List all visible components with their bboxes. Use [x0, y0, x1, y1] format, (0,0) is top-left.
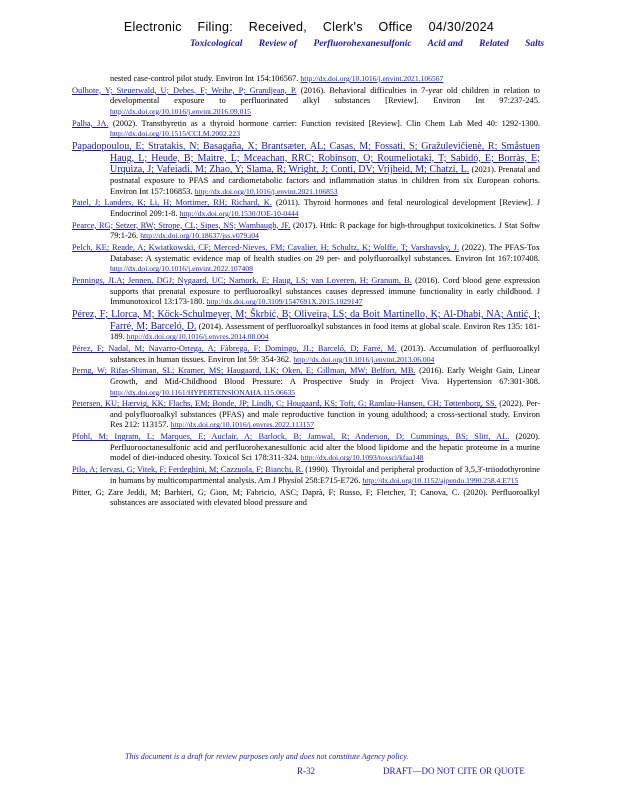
reference-entry: [72, 243, 540, 275]
reference-authors-link[interactable]: Patel, J; Landers, K; Li, H; Mortimer, RH; Richard, K.: [72, 198, 272, 208]
doi-link[interactable]: http://dx.doi.org/10.1016/j.envres.2022.113157: [170, 420, 315, 430]
reference-text: (2002). Transthyretin as a thyroid hormone carrier: Function revisited [Review]. Clin Chem Lab Med 40: 1292-1300.: [108, 118, 540, 128]
doi-link[interactable]: http://dx.doi.org/10.1530/JOE-10-0444: [179, 208, 299, 218]
title-word: Acid and: [427, 39, 463, 49]
reference-entry: [72, 141, 540, 197]
reference-entry: [72, 399, 540, 431]
reference-authors-link[interactable]: Perng, W; Rifas-Shiman, SL; Kramer, MS; Haugaard, LK; Oken, E; Gillman, MW; Belfort, MB.: [72, 366, 416, 376]
reference-authors: Pitter, G; Zare Jeddi, M; Barbieri, G; Gion, M; Fabricio, ASC; Daprà, F; Russo, F; Fletcher, T; Canova, C.: [72, 487, 460, 497]
reference-authors-link[interactable]: Pérez, F; Nadal, M; Navarro-Ortega, A; Fàbrega, F; Domingo, JL; Barceló, D; Farré, M.: [72, 343, 397, 353]
reference-list: [72, 74, 540, 510]
reference-authors-link[interactable]: Pérez, F; Llorca, M; Köck-Schulmeyer, M; Škrbić, B; Oliveira, LS; da Boit Martinello, K; Al-Dhabi, NA; Antić, I; Farré, M; Barceló, D.: [72, 308, 540, 332]
doi-link[interactable]: http://dx.doi.org/10.1016/j.envint.2016.09.015: [110, 106, 251, 116]
title-word: Toxicological: [190, 39, 243, 49]
reference-text: (1990). Thyroidal and peripheral production of 3,5,3'-triiodothyronine in humans by multicompartmental analysis. Am J Physiol 258:E715-E726.: [110, 465, 541, 485]
reference-text: (2021). Prenatal and postnatal exposure to PFAS and cardiometabolic factors and inflammation status in children from six European cohorts. Environ Int 157:106853.: [110, 165, 540, 196]
reference-entry: [72, 488, 540, 509]
title-word: Salts: [525, 39, 545, 49]
document-title-header: [190, 39, 610, 49]
header-word: Office: [378, 20, 413, 34]
filing-header: [0, 20, 618, 34]
title-word: Perfluorohexanesulfonic: [313, 39, 412, 49]
draft-disclaimer: This document is a draft for review purposes only and does not constitute Agency policy.: [125, 752, 409, 761]
reference-authors-link[interactable]: Papadopoulou, E; Stratakis, N; Basagaña, X; Brantsæter, AL; Casas, M; Fossati, S; Gražulevičienė, R; Småstuen Haug, L; Heude, B; Maitre, L; Mceachan, RRC; Robinson, O; Roumeliotaki, T; Sabidó, E; Borràs, E; Urquiza, J; Vafeiadi, M; Zhao, Y; Slama, R; Wright, J; Conti, DV; Vrijheid, M; Chatzi, L.: [72, 141, 540, 176]
doi-link[interactable]: http://dx.doi.org/10.1093/toxsci/kfaa148: [300, 453, 424, 463]
reference-text: nested case-control pilot study. Environ Int 154:106567.: [110, 74, 301, 83]
doi-link[interactable]: http://dx.doi.org/10.1016/j.envint.2013.06.004: [293, 354, 435, 364]
reference-entry: [72, 198, 540, 219]
header-word: Electronic: [123, 20, 182, 34]
doi-link[interactable]: http://dx.doi.org/10.3109/1547691X.2015.1029147: [206, 297, 363, 307]
reference-text: (2022). The PFAS-Tox Database: A systematic evidence map of health studies on 29 per- and polyfluoroalkyl substances. Environ Int 167:107408.: [110, 243, 540, 263]
reference-authors-link[interactable]: Pearce, RG; Setzer, RW; Strope, CL; Sipes, NS; Wambaugh, JF.: [72, 220, 291, 230]
doi-link[interactable]: http://dx.doi.org/10.1161/HYPERTENSIONAHA.115.06635: [110, 387, 296, 397]
reference-text: (2013). Accumulation of perfluoroalkyl substances in human tissues. Environ Int 59: 354-362.: [110, 343, 540, 364]
draft-notice: DRAFT—DO NOT CITE OR QUOTE: [383, 766, 525, 776]
doi-link[interactable]: http://dx.doi.org/10.1016/j.envint.2022.107408: [110, 264, 253, 274]
reference-text: (2016). Cord blood gene expression supports that prenatal exposure to perfluoroalkyl substances causes depressed immune functionality in early childhood. J Immunotoxicol 13:173-180.: [110, 276, 540, 307]
reference-entry: [72, 86, 540, 118]
doi-link[interactable]: http://dx.doi.org/10.1016/j.envint.2021.106567: [300, 74, 444, 83]
reference-authors-link[interactable]: Pelch, KE; Reade, A; Kwiatkowski, CF; Merced-Nieves, FM; Cavalier, H; Schultz, K; Wolffe, T; Varshavsky, J.: [72, 243, 459, 253]
reference-entry: [72, 276, 540, 308]
reference-authors-link[interactable]: Pennings, JLA; Jennen, DGJ; Nygaard, UC; Namork, E; Haug, LS; van Loveren, H; Granum, B.: [72, 276, 412, 285]
doi-link[interactable]: http://dx.doi.org/10.1016/j.envint.2021.106853: [194, 186, 338, 196]
reference-entry: [72, 74, 540, 85]
header-word: Received,: [248, 20, 308, 34]
doi-link[interactable]: http://dx.doi.org/10.18637/jss.v079.i04: [140, 231, 259, 241]
reference-text: (2022). Per- and polyfluoroalkyl substances (PFAS) and male reproductive function in young adulthood; a cross-sectional study. Environ Res 212: 113157.: [110, 399, 540, 430]
title-word: Related: [479, 39, 509, 49]
doi-link[interactable]: http://dx.doi.org/10.1515/CCLM.2002.223: [110, 129, 241, 139]
reference-authors-link[interactable]: Petersen, KU; Hærvig, KK; Flachs, EM; Bonde, JP; Lindh, C; Hougaard, KS; Toft, G; Ramlau-Hansen, CH; Tøttenborg, SS.: [72, 399, 497, 409]
header-word: Clerk's: [322, 20, 363, 34]
reference-entry: [72, 309, 540, 343]
header-date: 04/30/2024: [428, 20, 495, 34]
reference-text: (2020). Perfluorooctanesulfonic acid and perfluorohexanesulfonic acid alter the blood lipidome and the hepatic proteome in a murine model of diet-induced obesity. Toxicol Sci 178:311-324.: [110, 432, 541, 463]
reference-entry: [72, 432, 540, 464]
doi-link[interactable]: http://dx.doi.org/10.1016/j.envres.2014.08.004: [126, 332, 269, 342]
reference-text: (2017). Httk: R package for high-throughput toxicokinetics. J Stat Softw 79:1-26.: [110, 220, 540, 241]
reference-text: (2014). Assessment of perfluoroalkyl substances in food items at global scale. Environ Res 135: 181-189.: [110, 321, 540, 342]
reference-entry: [72, 119, 540, 140]
reference-entry: [72, 465, 540, 486]
title-word: Review of: [258, 39, 298, 49]
page-number: R-32: [297, 766, 315, 776]
reference-text: (2016). Behavioral difficulties in 7-year old children in relation to developmental exposure to perfluorinated alkyl substances [Review]. Environ Int 97:237-245.: [110, 85, 540, 106]
reference-authors-link[interactable]: Palha, JA.: [72, 118, 109, 128]
reference-text: (2020). Perfluoroalkyl substances are associated with elevated blood pressure and: [110, 487, 540, 508]
reference-entry: [72, 366, 540, 398]
doi-link[interactable]: http://dx.doi.org/10.1152/ajpendo.1990.258.4.E715: [362, 475, 519, 485]
header-word: Filing:: [197, 20, 233, 34]
reference-entry: [72, 221, 540, 242]
reference-entry: [72, 344, 540, 365]
reference-authors-link[interactable]: Pilo, A; Iervasi, G; Vitek, F; Ferdeghini, M; Cazzuola, F; Bianchi, R.: [72, 465, 304, 475]
reference-authors-link[interactable]: Pfohl, M; Ingram, L; Marques, E; Auclair, A; Barlock, B; Jamwal, R; Anderson, D; Cummings, BS; Slitt, AL.: [72, 432, 510, 442]
reference-authors-link[interactable]: Oulhote, Y; Steuerwald, U; Debes, F; Weihe, P; Grandjean, P.: [72, 85, 297, 95]
reference-text: (2011). Thyroid hormones and fetal neurological development [Review]. J Endocrinol 209:1-8.: [110, 198, 540, 218]
reference-text: (2016). Early Weight Gain, Linear Growth, and Mid-Childhood Blood Pressure: A Prospective Study in Project Viva. Hypertension 67:301-308.: [110, 366, 540, 386]
